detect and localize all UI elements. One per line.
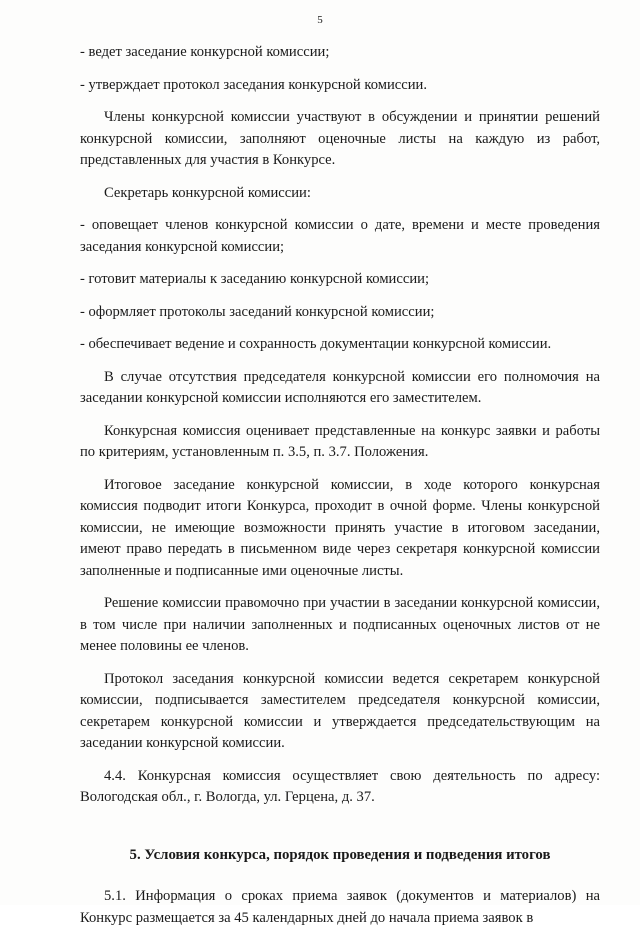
list-item-secretary-notifies: - оповещает членов конкурсной комиссии о дате, времени и месте проведения заседания конкурсной комиссии; <box>80 217 600 255</box>
list-item-secretary-protocols: - оформляет протоколы заседаний конкурсной комиссии; <box>80 303 435 320</box>
page-number: 5 <box>317 14 323 26</box>
paragraph-quorum: Решение комиссии правомочно при участии в заседании конкурсной комиссии, в том числе при наличии заполненных и подписанных оценочных листов от не менее половины ее членов. <box>80 595 600 654</box>
paragraph-members-duties: Члены конкурсной комиссии участвуют в обсуждении и принятии решений конкурсной комиссии, заполняют оценочные листы на каждую из работ, представленных для участия в Конкурсе. <box>80 109 600 168</box>
paragraph-secretary-intro: Секретарь конкурсной комиссии: <box>104 184 311 201</box>
section-heading: 5. Условия конкурса, порядок проведения и подведения итогов <box>129 846 551 863</box>
document-body <box>80 42 600 929</box>
paragraph-5-1: 5.1. Информация о сроках приема заявок (документов и материалов) на Конкурс размещается за 45 календарных дней до начала приема заявок в <box>80 888 600 926</box>
list-item-secretary-prepares: - готовит материалы к заседанию конкурсной комиссии; <box>80 271 429 287</box>
paragraph-address: 4.4. Конкурсная комиссия осуществляет свою деятельность по адресу: Вологодская обл., г. Вологда, ул. Герцена, д. 37. <box>80 767 600 805</box>
paragraph-final-meeting: Итоговое заседание конкурсной комиссии, в ходе которого конкурсная комиссия подводит итоги Конкурса, проходит в очной форме. Члены конкурсной комиссии, не имеющие возможности принять участие в итоговом заседании, имеют право передать в письменном виде через секретаря конкурсной комиссии заполненные и подписанные ими оценочные листы. <box>80 476 600 579</box>
list-item-chair-approves: - утверждает протокол заседания конкурсной комиссии. <box>80 76 428 93</box>
list-item-secretary-records: - обеспечивает ведение и сохранность документации конкурсной комиссии. <box>80 336 552 352</box>
paragraph-evaluation-criteria: Конкурсная комиссия оценивает представленные на конкурс заявки и работы по критериям, установленным п. 3.5, п. 3.7. Положения. <box>80 422 600 460</box>
list-item-chair-conducts: - ведет заседание конкурсной комиссии; <box>80 44 330 60</box>
paragraph-chair-absence: В случае отсутствия председателя конкурсной комиссии его полномочия на заседании конкурсной комиссии исполняются его заместителем. <box>80 368 600 406</box>
paragraph-protocol: Протокол заседания конкурсной комиссии ведется секретарем конкурсной комиссии, подписывается заместителем председателя конкурсной комиссии, секретарем конкурсной комиссии и утверждается председательствующим на заседании конкурсной комиссии. <box>80 670 600 751</box>
